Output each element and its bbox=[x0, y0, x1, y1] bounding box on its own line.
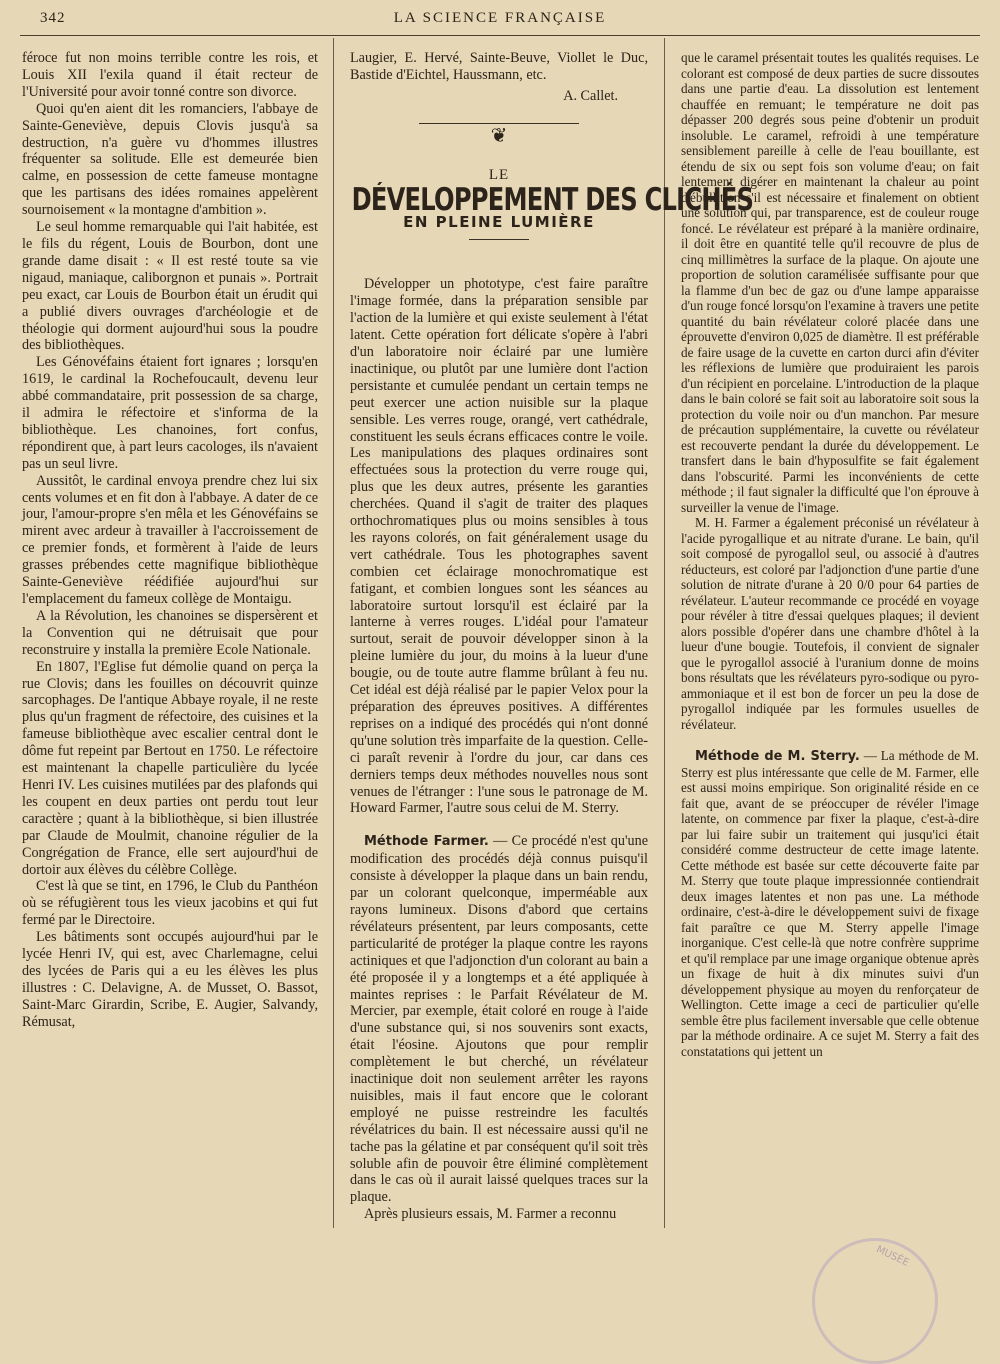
middle-column bbox=[350, 50, 754, 1230]
paragraph: Développer un phototype, c'est faire paraître l'image formée, dans la préparation sensible par l'action de la lumière et qui existe seulement à l'état latent. Cette opération fort délicate s'opère à l'abri d'un laboratoire noir éclairé par une lumière inactinique, ou plutôt par une lumière dont l'action persistante et cumulée pendant un certain temps ne peut exercer une action nuisible sur la plaque sensible. Les verres rouge, orangé, vert cathédrale, constituent les seuls écrans efficaces contre le voile. Les manipulations des plaques ordinaires sont effectuées sous la protection du verre rouge qui, plus que les deux autres, présente les garanties cherchées. Quand il s'agit de traiter des plaques orthochromatiques plus ou moins sensibles à tous les rayons colorés, on fait généralement usage du vert cathédrale. Tous les photographes savent combien cet éclairage monochromatique est fatigant, et combien longues sont les séances au laboratoire surtout lorsqu'il est éclairé par la lanterne à verres rouges. L'idéal pour l'amateur surtout, serait de pouvoir développer sinon à la pleine lumière du jour, du moins à la lueur d'une bougie, ou de toute autre flamme brûlant à feu nu. Cet idéal est déjà réalisé par le papier Velox pour la préparation des épreuves positives. A différentes reprises on a indiqué des procédés qui n'ont donné qu'une solution très imparfaite de la question. Celle-ci paraît revenir à l'ordre du jour, car dans ces derniers temps deux méthodes nouvelles nous sont venues de l'étranger : l'une sous le patronage de M. Howard Farmer, l'autre sous celui de M. Sterry. bbox=[350, 276, 648, 817]
fleuron-ornament-icon: ❦ bbox=[490, 124, 508, 147]
paragraph: Quoi qu'en aient dit les romanciers, l'abbaye de Sainte-Geneviève, depuis Clovis jusqu'à sa destruction, n'a guère vu d'hommes illustres fréquenter sa solitude. Elle est demeurée bien calme, en possession de cette fameuse montagne que les partisans des idées romaines appelèrent sournoisement « la montagne d'ambition ». bbox=[22, 100, 318, 219]
section-heading-farmer: Méthode Farmer. bbox=[364, 834, 489, 850]
previous-article-end: Laugier, E. Hervé, Sainte-Beuve, Viollet le Duc, Bastide d'Eichtel, Haussmann, etc. bbox=[350, 50, 648, 83]
paragraph: que le caramel présentait toutes les qualités requises. Le colorant est composé de deux parties de sucre dissoutes dans une partie d'eau. La dissolution est lentement chauffée en remuant; le température ne doit pas dépasser 200 degrés sous peine d'obtenir un produit insoluble. Le caramel, refroidi à une température sensiblement pareille à celle de l'eau bouillante, est étendu de six ou sept fois son volume d'eau; on fait lentement digérer en maintenant la chaleur au point d'ébullition s'il est nécessaire et finalement on obtient une solution qui, par transparence, est de couleur rouge foncé. Le révélateur est préparé à la manière ordinaire, il doit être en quantité telle qu'il recouvre de plus de cinq millimètres la surface de la plaque. On ajoute une proportion de solution caramélisée suffisante pour que la flamme d'un bec de gaz ou d'une lampe apparaisse d'un rouge foncé lorsqu'on l'examine à travers une petite quantité du bain révélateur coloré placée dans une éprouvette d'environ 0,025 de diamètre. Il est préférable de faire usage de la cuvette en carton durci afin d'éviter les réflexions de lumière que produiraient les parois d'un récipient en porcelaine. L'introduction de la plaque dans le bain coloré se fait soit au laboratoire soit sous la protection du voile noir ou d'un manchon. Par mesure de précaution supplémentaire, la cuvette ou révélateur est recouverte pendant la durée du développement. Le transfert dans le bain d'hyposulfite se fait également dans l'obscurité. Parmi les inconvénients de cette méthode ; il faut signaler la difficulté que l'on éprouve à surveiller la venue de l'image. bbox=[681, 50, 979, 515]
article-title: DÉVELOPPEMENT DES CLICHÉS bbox=[351, 181, 754, 218]
section-text: — Ce procédé n'est qu'une modification des procédés déjà connus puisqu'il consiste à développer la plaque dans un bain rendu, par un colorant quelconque, imperméable aux rayons lumineux. Disons d'abord que certains révélateurs présentent, par leurs composants, cette particularité de protéger la plaque contre les rayons actiniques et que l'adjonction d'un colorant au bain a été proposée il y a longtemps et a été appliquée à maintes reprises : le Parfait Révélateur de M. Mercier, par exemple, était coloré en rouge à l'aide d'une substance qui, si nos souvenirs sont exacts, était l'éosine. Ajoutons que pour remplir complètement le but cherché, un révélateur inactinique doit non seulement arrêter les rayons nuisibles, mais il faut encore que le colorant employé ne puisse restreindre les facultés révélatrices du bain. Il est nécessaire aussi qu'il ne tache pas la gélatine et par conséquent qu'il soit très soluble afin de pouvoir être éliminé complètement dans le cas où il aurait laissé quelques traces sur la plaque. bbox=[350, 833, 649, 1206]
left-column bbox=[22, 50, 318, 1230]
header-rule bbox=[20, 35, 980, 36]
paragraph: C'est là que se tint, en 1796, le Club du Panthéon où se réfugièrent tous les vieux jacobins et qui fut fermé par le Directoire. bbox=[22, 878, 318, 929]
section-sterry bbox=[681, 748, 979, 1059]
paragraph: Les Génovéfains étaient fort ignares ; lorsqu'en 1619, le cardinal la Rochefoucault, devenu leur abbé commandataire, prit possession de sa charge, il admira le réfectoire et s'informa de la bibliothèque. Les chanoines, fort confus, répondirent que, à part leurs cacologes, ils n'avaient pas un seul livre. bbox=[22, 354, 318, 472]
paragraph: Les bâtiments sont occupés aujourd'hui par le lycée Henri IV, qui est, avec Charlemagne, celui des lycées de Paris qui a eu les élèves les plus illustres : C. Delavigne, A. de Musset, O. Bassot, Saint-Marc Girardin, Scribe, E. Augier, Salvandy, Rémusat, bbox=[22, 929, 318, 1030]
separator-rule bbox=[419, 123, 579, 124]
running-title: LA SCIENCE FRANÇAISE bbox=[393, 10, 607, 26]
title-rule bbox=[469, 239, 529, 240]
article-kicker: LE bbox=[488, 166, 510, 183]
paragraph: En 1807, l'Eglise fut démolie quand on perça la rue Clovis; dans les fouilles on découvrit quinze sarcophages. De l'antique Abbaye royale, il ne reste plus qu'un fragment de réfectoire, des cuisines et la fameuse bibliothèque avec escalier central dont le dôme fut repeint par Bertout en 1750. Le réfectoire est maintenant la chapelle particulière du lycée Henri IV. Les cuisines mutilées par des plafonds qui les coupent en deux parties ont perdu tout leur caractère ; quant à la bibliothèque, si bien illustrée par Claude de Moulmit, chanoine régulier de la Congrégation de France, elle sert aujourd'hui de dortoir aux élèves du célèbre Collège. bbox=[22, 658, 318, 878]
stamp-text: MUSÉE bbox=[874, 1244, 911, 1269]
paragraph: féroce fut non moins terrible contre les rois, et Louis XII l'exila quand il était recteur de l'Université pour avoir tonné contre son divorce. bbox=[22, 50, 318, 100]
paragraph: Aussitôt, le cardinal envoya prendre chez lui six cents volumes et en fit don à l'abbaye. A dater de ce jour, l'amour-propre s'en mêla et les Génovéfains se mirent avec ardeur à travailler à l'accroissement de ce premier fonds, et formèrent à l'aide de leurs grasses prébendes cette magnifique bibliothèque Sainte-Geneviève réédifiée aujourd'hui sur l'emplacement du fameux collège de Montaigu. bbox=[22, 472, 318, 607]
paragraph: A la Révolution, les chanoines se dispersèrent et la Convention qui ne détruisait que pour reconstruire y installa la première Ecole Nationale. bbox=[22, 607, 318, 658]
section-heading-sterry: Méthode de M. Sterry. bbox=[695, 749, 860, 764]
article-subtitle: EN PLEINE LUMIÈRE bbox=[403, 213, 595, 232]
page-header bbox=[20, 8, 980, 30]
paragraph: Le seul homme remarquable qui l'ait habitée, est le fils du régent, Louis de Bourbon, dont une grande dame disait : « Il est resté toute sa vie nigaud, maniaque, caliborgnon et punais ». Portrait peu exact, car Louis de Bourbon était un érudit qui a publié divers ouvrages d'archéologie et de théologie qui dorment aujourd'hui sous la poudre des bibliothèques. bbox=[22, 219, 318, 354]
page-number: 342 bbox=[40, 10, 66, 26]
section-farmer bbox=[350, 833, 648, 1206]
paragraph: M. H. Farmer a également préconisé un révélateur à l'acide pyrogallique et au nitrate d'urane. Le bain, qu'il soit composé de pyrogallol seul, ou associé à d'autres réducteurs, est coloré par l'adjonction d'une partie d'une solution de nitrate d'urane à 20 0/0 pour 64 parties de révélateur. L'auteur recommande ce procédé en voyage pour révéler à titre d'essai quelques plaques; il devient alors possible d'opérer dans une chambre d'hôtel à la lueur d'une bougie. Toutefois, il convient de signaler que le pyrogallol associé à l'uranium donne de moins bons résultats que les révélateurs pyro-sodique ou pyro-ammoniaque et il est bon de forcer un peu la dose de pyrogallol indiquée par les formules usuelles de révélateur. bbox=[681, 515, 979, 732]
column-divider-1 bbox=[333, 38, 334, 1228]
paragraph: Après plusieurs essais, M. Farmer a reconnu bbox=[364, 1206, 617, 1223]
article-title-block bbox=[350, 123, 754, 241]
right-column bbox=[681, 50, 979, 1230]
library-stamp bbox=[812, 1238, 938, 1364]
section-text: — La méthode de M. Sterry est plus intéressante que celle de M. Farmer, elle est aussi moins empirique. Son originalité réside en ce fait que, avant de se préoccuper de révéler l'image latente, on commence par fixer la plaque, c'est-à-dire par lui faire subir un traitement qui jusqu'ici était considéré comme destructeur de cette image latente. Cette méthode est basée sur cette découverte faite par M. Sterry que toute plaque impressionnée contiendrait deux images latentes et non pas une. La méthode ordinaire, c'est-à-dire le développement suivi de fixage fait paraître ce que M. Sterry appelle l'image inorganique. C'est celle-là que notre confrère supprime et qu'il remplace par une image organique obtenue après un fixage de huit à dix minutes suivi d'un développement physique au moyen du renforçateur de Wellington. Cette image a ceci de particulier qu'elle semble être plus facilement inversable que celle obtenue par la méthode ordinaire. A ce sujet M. Sterry a fait des constatations qui jettent un bbox=[681, 748, 979, 1059]
author-signature: A. Callet. bbox=[563, 87, 618, 104]
